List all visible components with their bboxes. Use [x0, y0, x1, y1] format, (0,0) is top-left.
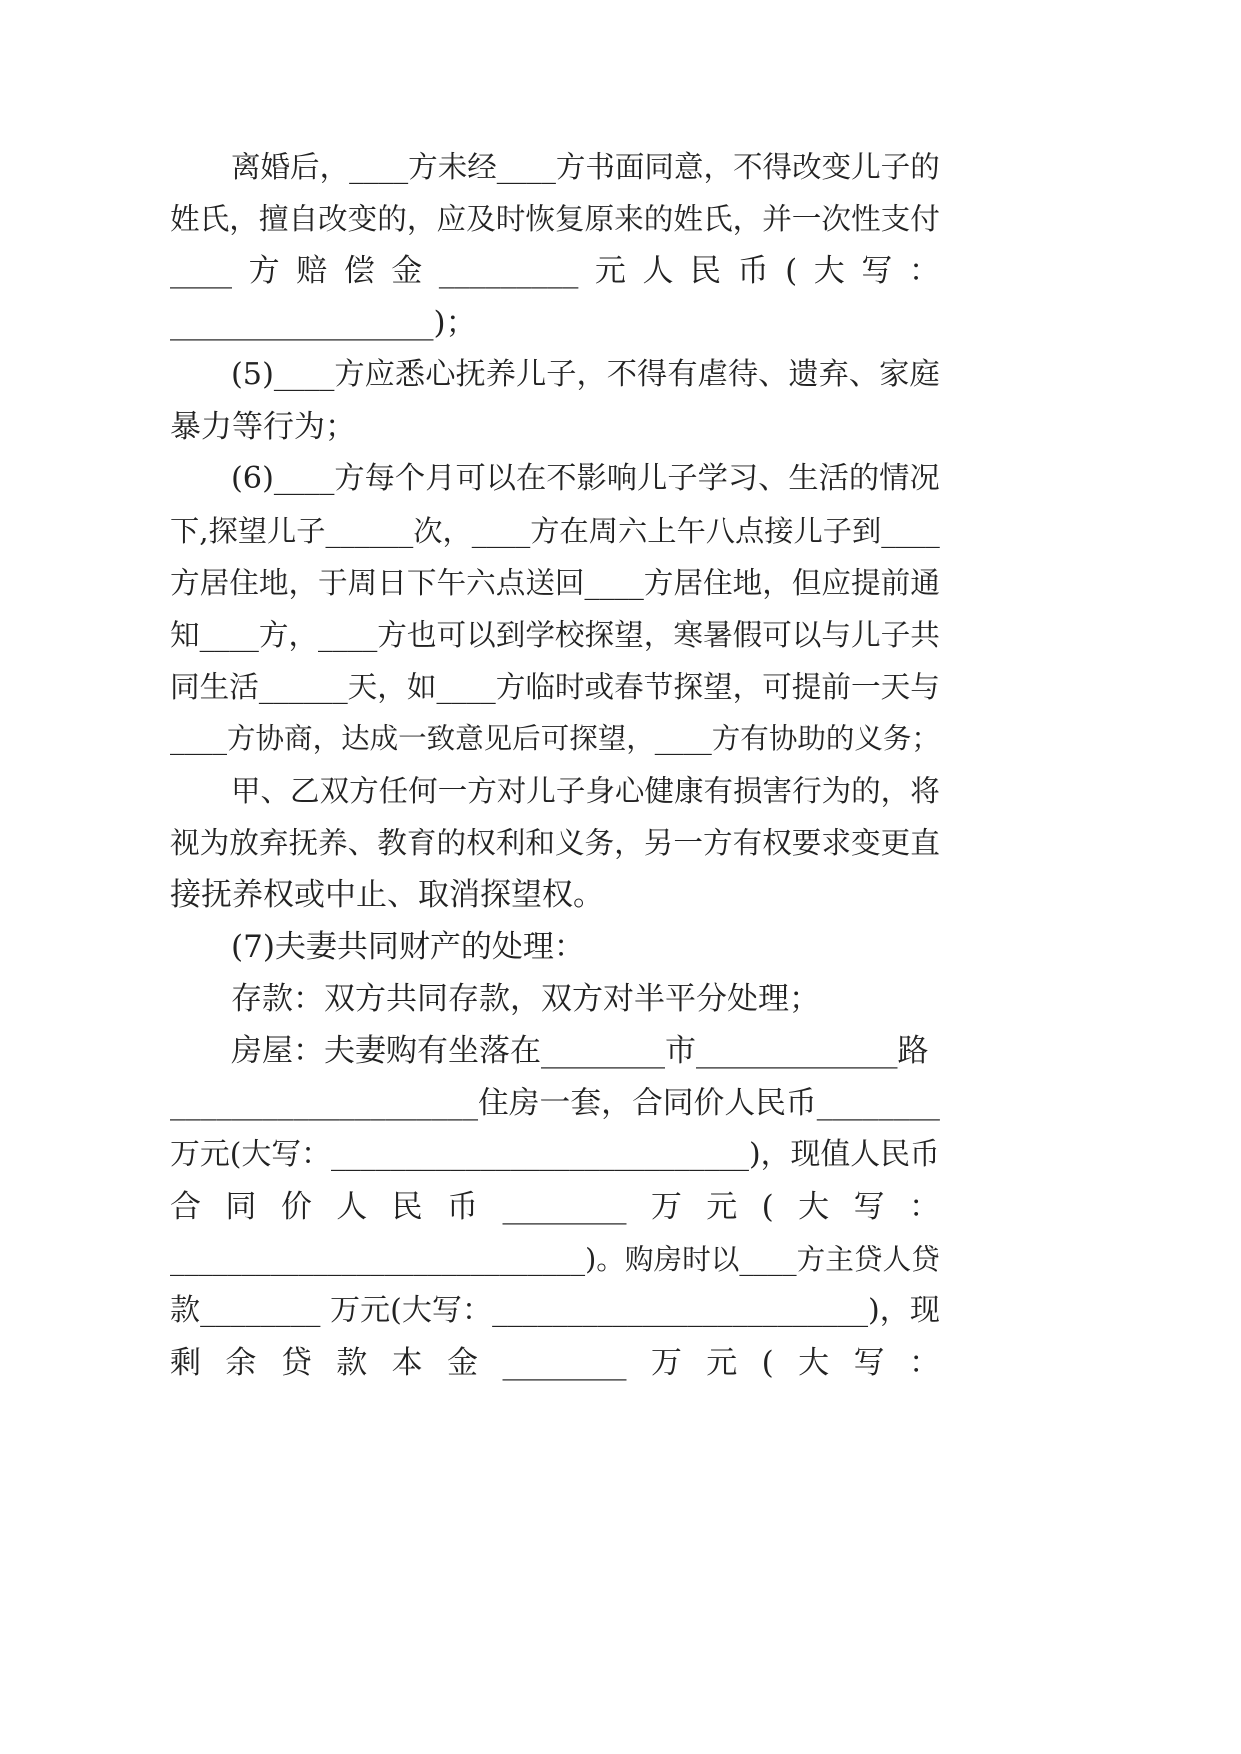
paragraph-line [0, 353, 1241, 413]
paragraph-line [0, 1341, 1241, 1401]
paragraph-line [0, 405, 1241, 465]
text-segment: 方 [248, 253, 280, 289]
text-line: 接抚养权或中止、取消探望权。 [170, 877, 604, 913]
text-line: 下,探望儿子______次，____方在周六上午八点接儿子到____ [170, 514, 940, 548]
text-line: 离婚后，____方未经____方书面同意，不得改变儿子的 [231, 150, 940, 184]
text-line: _____________________________)。购房时以____方主贷人贷 [170, 1242, 940, 1276]
paragraph-line [0, 1133, 1241, 1193]
text-segment: 余 [225, 1345, 257, 1381]
text-line: (6)____方每个月可以在不影响儿子学习、生活的情况 [231, 461, 940, 496]
paragraph-line [0, 613, 1241, 673]
justified-text-line [170, 249, 940, 293]
text-segment: 元 [706, 1189, 738, 1225]
paragraph-line [0, 977, 1241, 1037]
text-segment: _________ [438, 253, 579, 289]
text-segment: ________ [502, 1345, 627, 1381]
text-line: 房屋：夫妻购有坐落在________市_____________路 [231, 1033, 929, 1069]
text-segment: 赔 [296, 253, 328, 289]
paragraph-line [0, 1029, 1241, 1089]
text-segment: 写 [861, 253, 893, 289]
text-segment: ( [761, 1189, 774, 1225]
paragraph-line [0, 873, 1241, 933]
text-segment: 大 [798, 1189, 830, 1225]
text-line: 同生活______天，如____方临时或春节探望，可提前一天与 [170, 670, 940, 704]
text-segment: 剩 [170, 1345, 201, 1381]
paragraph-line [0, 457, 1241, 517]
text-line: 方居住地，于周日下午六点送回____方居住地，但应提前通 [170, 566, 940, 600]
text-line: 姓氏，擅自改变的，应及时恢复原来的姓氏，并一次性支付 [170, 202, 940, 236]
text-segment: 本 [391, 1345, 423, 1381]
paragraph-line [0, 717, 1241, 777]
text-segment: 写 [853, 1345, 885, 1381]
text-segment: 金 [391, 253, 423, 289]
paragraph-line [0, 509, 1241, 569]
paragraph-line [0, 1081, 1241, 1141]
text-line: 知____方，____方也可以到学校探望，寒暑假可以与儿子共 [170, 618, 940, 652]
text-line: _________________)； [170, 305, 477, 341]
text-segment: 万 [650, 1189, 682, 1225]
text-segment: ____ [170, 253, 232, 289]
paragraph-line [0, 197, 1241, 257]
text-segment: 万 [650, 1345, 682, 1381]
text-segment: 币 [447, 1189, 479, 1225]
text-segment: 贷 [280, 1345, 312, 1381]
paragraph-line [0, 1237, 1241, 1297]
text-segment: 写 [853, 1189, 885, 1225]
text-line: ____方协商，达成一致意见后可探望，____方有协助的义务； [170, 722, 940, 755]
text-segment: 款 [336, 1345, 368, 1381]
text-line: 万元(大写：____________________________)，现值人民币 [170, 1137, 940, 1172]
text-line: 甲、乙双方任何一方对儿子身心健康有损害行为的，将 [231, 774, 940, 808]
text-line: 视为放弃抚养、教育的权利和义务，另一方有权要求变更直 [170, 826, 940, 860]
paragraph-line [0, 769, 1241, 829]
text-segment: ( [785, 253, 798, 289]
text-segment: 元 [594, 253, 626, 289]
text-segment: 偿 [343, 253, 375, 289]
text-line: 暴力等行为； [170, 409, 356, 445]
text-line: 款________ 万元(大写：_________________________)，现 [170, 1293, 940, 1328]
text-segment: ________ [502, 1189, 627, 1225]
text-segment: ： [908, 1189, 940, 1225]
text-segment: 金 [447, 1345, 479, 1381]
text-segment: 民 [690, 253, 721, 289]
paragraph-line [0, 145, 1241, 205]
paragraph-line [0, 1289, 1241, 1349]
text-line: ____________________住房一套，合同价人民币________ [170, 1085, 940, 1121]
justified-text-line [170, 1185, 940, 1229]
paragraph-line [0, 1185, 1241, 1245]
text-segment: 人 [336, 1189, 368, 1225]
text-segment: ( [761, 1345, 774, 1381]
text-segment: 币 [737, 253, 769, 289]
text-segment: ： [908, 1345, 940, 1381]
paragraph-line [0, 821, 1241, 881]
text-segment: 民 [391, 1189, 423, 1225]
text-segment: ： [908, 253, 940, 289]
text-segment: 价 [280, 1189, 312, 1225]
text-line: (7)夫妻共同财产的处理： [231, 929, 585, 965]
paragraph-line [0, 301, 1241, 361]
paragraph-line [0, 249, 1241, 309]
text-segment: 大 [798, 1345, 830, 1381]
text-line: 存款：双方共同存款，双方对半平分处理； [231, 981, 820, 1017]
paragraph-line [0, 665, 1241, 725]
text-line: (5)____方应悉心抚养儿子，不得有虐待、遗弃、家庭 [231, 357, 940, 392]
text-segment: 合 [170, 1189, 201, 1225]
text-segment: 同 [225, 1189, 257, 1225]
text-segment: 元 [706, 1345, 738, 1381]
text-segment: 人 [642, 253, 674, 289]
justified-text-line [170, 1341, 940, 1385]
text-segment: 大 [813, 253, 845, 289]
paragraph-line [0, 925, 1241, 985]
paragraph-line [0, 561, 1241, 621]
